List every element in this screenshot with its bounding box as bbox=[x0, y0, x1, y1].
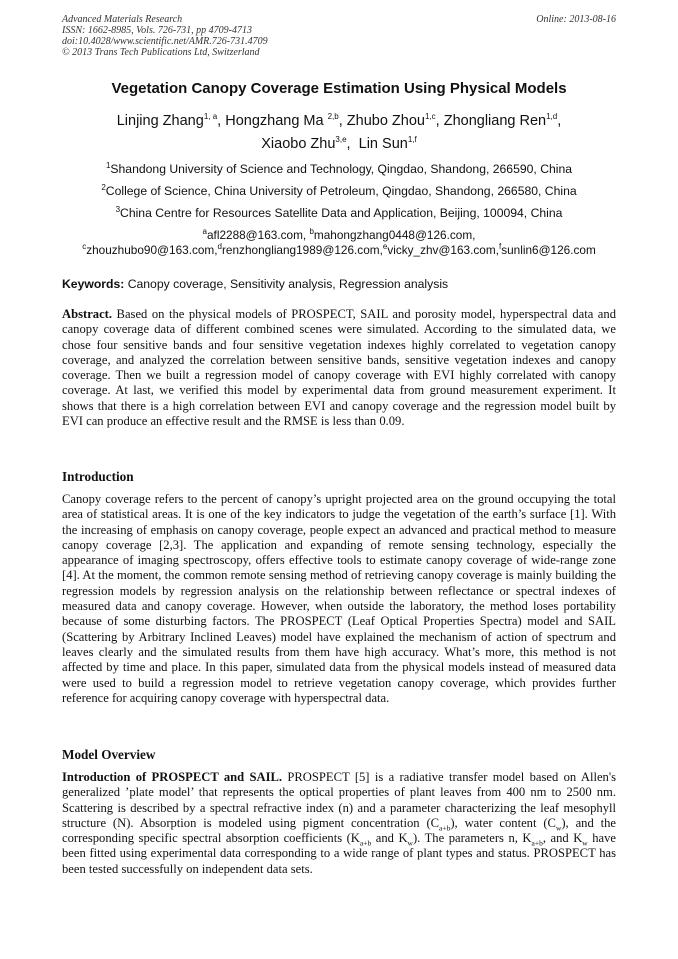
journal-issn: ISSN: 1662-8985, Vols. 726-731, pp 4709-4713 bbox=[62, 25, 252, 36]
paragraph-text: PROSPECT [5] is a radiative transfer model based on Allen's generalized ’plate model’ that represents the optical properties of plant leaves from 400 nm to 2500 nm. Scattering is described by a spectral refractive index (n) and a parameter characterizing the leaf mesophyll structure (N). Absorption is modeled using pigment concentration (C bbox=[62, 770, 617, 830]
affiliation-text: China Centre for Resources Satellite Data and Application, Beijing, 100094, China bbox=[120, 206, 563, 220]
subscript: w bbox=[582, 838, 588, 848]
keywords-label: Keywords: bbox=[62, 277, 125, 291]
paper-title: Vegetation Canopy Coverage Estimation Using Physical Models bbox=[111, 80, 567, 97]
email-sup: b bbox=[309, 227, 314, 237]
email: zhouzhubo90@163.com, bbox=[86, 243, 218, 257]
journal-doi: doi:10.4028/www.scientific.net/AMR.726-731.4709 bbox=[62, 36, 268, 47]
keywords bbox=[62, 277, 622, 291]
subscript: a+b bbox=[359, 838, 372, 848]
author-sup: 1,f bbox=[407, 135, 417, 145]
emails-line-2 bbox=[40, 243, 638, 257]
author-sup: 1, a bbox=[203, 112, 218, 122]
abstract-label: Abstract. bbox=[62, 307, 113, 321]
email: vicky_zhv@163.com, bbox=[387, 243, 499, 257]
subscript: w bbox=[407, 838, 413, 848]
affiliation-sup: 1 bbox=[105, 160, 111, 170]
online-date: Online: 2013-08-16 bbox=[536, 14, 616, 25]
abstract-text: Based on the physical models of PROSPECT, SAIL and porosity model, hyperspectral data and canopy coverage data of different combined scenes were simulated. According to the simulated data, we chose four sensitive bands and four sensitive vegetation indexes highly correlated to vegetation canopy coverage, and analyzed the correlation between sensitive bands, sensitive vegetation indexes and canopy coverage. Then we built a regression model of canopy coverage with EVI highly correlated with canopy coverage. At last, we verified this model by experimental data from ground measurement experiment. It shows that there is a high correlation between EVI and canopy coverage and the regression model built by EVI can produce an effective result and the RMSE is less than 0.09. bbox=[62, 307, 616, 429]
journal-name: Advanced Materials Research bbox=[62, 14, 183, 25]
introduction-heading: Introduction bbox=[62, 469, 134, 484]
email: mahongzhang0448@126.com, bbox=[313, 228, 476, 242]
paragraph-text: ), water content (C bbox=[450, 815, 556, 830]
email: renzhongliang1989@126.com, bbox=[222, 243, 383, 257]
author-name: Zhubo Zhou bbox=[346, 113, 425, 129]
email-sup: d bbox=[217, 242, 222, 252]
emails-line-1 bbox=[40, 228, 638, 242]
subsection-heading: Introduction of PROSPECT and SAIL. bbox=[62, 770, 283, 784]
author-sup: 3,e bbox=[335, 135, 347, 145]
journal-header bbox=[62, 14, 616, 58]
email-sup: e bbox=[382, 242, 388, 252]
email: afl2288@163.com, bbox=[206, 228, 307, 242]
author-name: Zhongliang Ren bbox=[443, 113, 547, 129]
author-sup: 1,c bbox=[424, 112, 436, 122]
affiliation-text: College of Science, China University of Petroleum, Qingdao, Shandong, 266580, China bbox=[105, 184, 577, 198]
affiliation-1 bbox=[40, 162, 638, 176]
author-name: Lin Sun bbox=[358, 136, 408, 152]
subscript: a+b bbox=[531, 838, 543, 848]
paragraph-text: ). The parameters n, K bbox=[412, 831, 532, 846]
authors-line-2: Xiaobo Zhu$^{3,e}$, Lin Sun$^{1,f}$ bbox=[261, 135, 417, 152]
affiliation-2 bbox=[40, 184, 638, 198]
journal-copyright: © 2013 Trans Tech Publications Ltd, Switzerland bbox=[62, 47, 260, 58]
email-sup: c bbox=[82, 242, 87, 252]
subscript: a+b bbox=[439, 823, 451, 833]
paragraph-text: and K bbox=[371, 831, 408, 846]
affiliation-sup: 3 bbox=[115, 204, 121, 214]
model-overview-heading: Model Overview bbox=[62, 747, 156, 762]
paragraph-text: have been fitted using experimental data corresponding to a wide range of plant types and status. PROSPECT has been tested successfully on independent data sets. bbox=[62, 831, 617, 876]
keywords-text: Canopy coverage, Sensitivity analysis, Regression analysis bbox=[127, 277, 449, 291]
author-name: Xiaobo Zhu bbox=[261, 136, 336, 152]
email-sup: a bbox=[202, 227, 207, 237]
affiliation-3 bbox=[40, 206, 638, 220]
affiliation-sup: 2 bbox=[101, 182, 106, 192]
author-sup: 2,b bbox=[327, 112, 339, 122]
author-sup: 1,d bbox=[546, 112, 558, 122]
paragraph-text: ), and the corresponding specific spectral absorption coefficients (K bbox=[62, 815, 617, 846]
model-overview-paragraph bbox=[62, 770, 616, 877]
author-name: Linjing Zhang bbox=[116, 113, 204, 129]
paragraph-text: , and K bbox=[542, 831, 583, 846]
abstract bbox=[62, 307, 616, 429]
affiliation-text: Shandong University of Science and Technology, Qingdao, Shandong, 266590, China bbox=[110, 162, 573, 176]
subscript: w bbox=[555, 823, 562, 833]
email-sup: f bbox=[498, 242, 502, 252]
introduction-text: Canopy coverage refers to the percent of canopy’s upright projected area on the ground occupying the total area of statistical areas. It is one of the key indicators to judge the vegetation of the earth’s surface [1]. With the increasing of emphasis on canopy coverage, people expect an advanced and practical method to measure canopy coverage [2,3]. The application and expanding of remote sensing technology, especially the appearance of imaging spectroscopy, offers effective tools to estimate canopy coverage of wide-range zone [4]. At the moment, the common remote sensing method of retrieving canopy coverage is mainly building the regression models by regression analysis on the relationship between reflectance or spectral indexes of measured data and canopy coverage. However, when outside the laboratory, the method loses portability because of some disturbing factors. The PROSPECT (Leaf Optical Properties Spectra) model and SAIL (Scattering by Arbitrary Inclined Leaves) model have explained the mechanism of action of spectrum and leaves clearly and the simulated results from them have high accuracy. What’s more, this method is not affected by time and place. In this paper, simulated data from the physical models instead of measured data were used to build a regression model to retrieve vegetation canopy coverage, which provides further reference for acquiring canopy coverage with hyperspectral data. bbox=[62, 492, 616, 705]
authors-line-1: Linjing Zhang$^{1, a}$, Hongzhang Ma $^{2,b}$, Zhubo Zhou$^{1,c}$, Zhongliang Ren$^{1,d}$, bbox=[116, 112, 562, 129]
email: sunlin6@126.com bbox=[501, 243, 596, 257]
author-name: Hongzhang Ma bbox=[225, 113, 324, 129]
